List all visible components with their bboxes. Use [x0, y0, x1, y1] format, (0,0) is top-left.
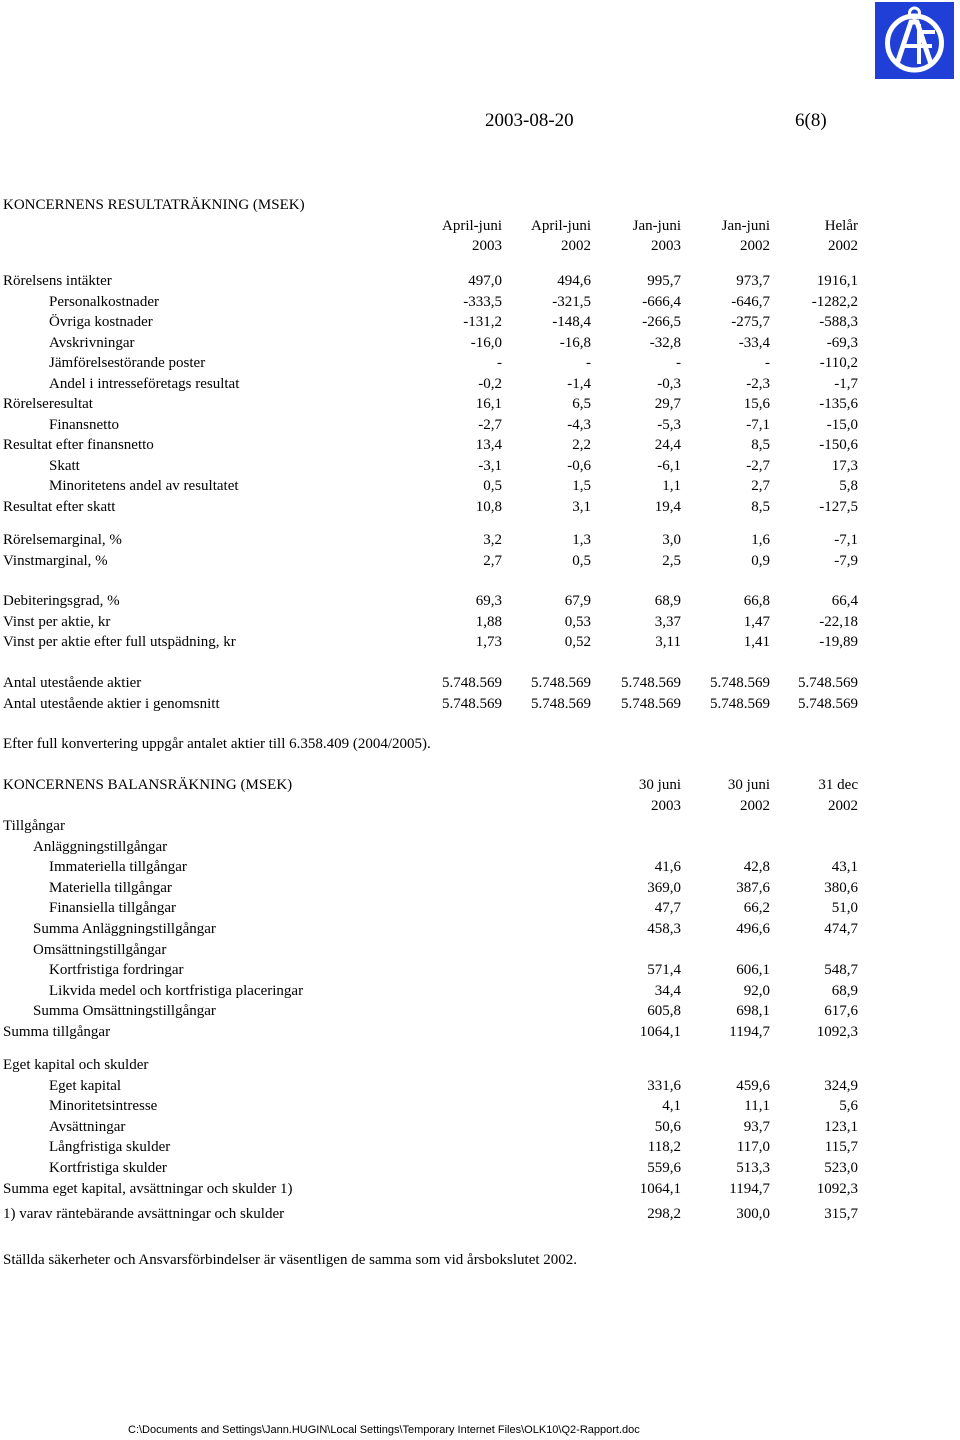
table-cell: 2,2	[572, 437, 591, 453]
table-row-label: Summa Anläggningstillgångar	[33, 921, 216, 937]
table-row-label: Andel i intresseföretags resultat	[49, 375, 240, 392]
table-cell: -16,0	[470, 334, 502, 351]
table-row-label: Rörelsens intäkter	[3, 273, 112, 289]
table-row-label: Jämförelsestörande poster	[49, 355, 206, 371]
table-cell: -16,8	[559, 334, 591, 351]
table-row-label: Antal utestående aktier	[3, 675, 142, 691]
table-cell: 995,7	[647, 273, 681, 289]
table-cell: -7,1	[746, 416, 770, 433]
column-year: 2002	[561, 238, 591, 254]
table-cell: 4,1	[662, 1098, 681, 1115]
table-cell: 369,0	[647, 879, 681, 896]
table-cell: 29,7	[654, 396, 681, 412]
table-row-label: Rörelsemarginal, %	[3, 532, 122, 548]
table-cell: 0,52	[564, 634, 591, 650]
table-row-label: Debiteringsgrad, %	[3, 593, 120, 609]
table-cell: -	[497, 355, 502, 371]
table-row-label: Immateriella tillgångar	[49, 859, 187, 876]
table-cell: 1,6	[751, 532, 770, 548]
table-cell: 118,2	[647, 1139, 681, 1156]
table-cell: -7,9	[834, 552, 858, 569]
table-cell: -1282,2	[811, 293, 858, 310]
table-row-label: Summa Omsättningstillgångar	[33, 1003, 216, 1020]
table-cell: -150,6	[819, 437, 858, 453]
table-cell: 2,7	[483, 552, 502, 569]
table-cell: 66,4	[831, 593, 858, 609]
table-cell: 67,9	[564, 593, 591, 609]
table-row-label: Tillgångar	[3, 818, 65, 834]
table-cell: 0,5	[572, 552, 591, 569]
table-row-label: Vinst per aktie, kr	[3, 613, 111, 630]
table-cell: -110,2	[819, 355, 858, 371]
table-cell: -	[586, 355, 591, 371]
column-label: Helår	[824, 218, 858, 234]
table-cell: 548,7	[824, 962, 858, 979]
table-cell: 494,6	[557, 273, 591, 289]
table-row-label: Materiella tillgångar	[49, 879, 172, 896]
table-cell: 3,0	[662, 532, 681, 548]
column-year: 2002	[828, 798, 858, 814]
table-cell: 3,11	[655, 634, 681, 650]
footer-file-path: C:\Documents and Settings\Jann.HUGIN\Local Settings\Temporary Internet Files\OLK10\Q2-Rapport.doc	[128, 1424, 640, 1436]
table-cell: 115,7	[824, 1139, 858, 1156]
table-cell: -321,5	[552, 293, 591, 310]
table-cell: -4,3	[567, 416, 591, 433]
table-row-label: Kortfristiga fordringar	[49, 962, 184, 979]
table-cell: 1,47	[743, 613, 770, 630]
table-cell: 1,3	[572, 532, 591, 548]
table-cell: -6,1	[657, 457, 681, 474]
table-cell: 10,8	[475, 498, 502, 515]
column-label: April-juni	[531, 218, 591, 234]
table-cell: 973,7	[736, 273, 770, 289]
table-row-label: Antal utestående aktier i genomsnitt	[3, 695, 220, 712]
table-cell: 1092,3	[816, 1180, 858, 1197]
table-cell: 5.748.569	[442, 675, 502, 691]
column-label: 30 juni	[638, 777, 681, 793]
table-row-label: 1) varav räntebärande avsättningar och skulder	[3, 1206, 285, 1222]
table-cell: 5.748.569	[621, 695, 681, 712]
table-cell: 497,0	[468, 273, 502, 289]
table-cell: 66,8	[743, 593, 770, 609]
table-cell: 3,2	[483, 532, 502, 548]
table-row-label: Rörelseresultat	[3, 396, 93, 412]
column-label: April-juni	[442, 218, 502, 234]
table-cell: -3,1	[478, 457, 502, 474]
table-cell: 1194,7	[729, 1180, 770, 1197]
table-cell: 5.748.569	[621, 675, 681, 691]
table-cell: -0,3	[657, 375, 681, 392]
table-row-label: Övriga kostnader	[49, 314, 153, 330]
table-cell: -32,8	[649, 334, 681, 351]
table-cell: 0,9	[751, 552, 770, 569]
table-cell: -2,3	[746, 375, 770, 392]
table-cell: 15,6	[743, 396, 770, 412]
table-cell: 571,4	[647, 962, 681, 979]
table-cell: 68,9	[831, 982, 858, 999]
table-cell: 5.748.569	[798, 675, 858, 691]
table-row-label: Resultat efter finansnetto	[3, 437, 154, 453]
column-label: 30 juni	[727, 777, 770, 793]
table-cell: -588,3	[819, 314, 858, 330]
table-cell: 298,2	[647, 1206, 681, 1222]
table-cell: 1,41	[743, 634, 770, 650]
table-cell: 458,3	[647, 921, 681, 937]
table-cell: 605,8	[647, 1003, 681, 1020]
table-cell: -333,5	[463, 293, 502, 310]
table-cell: 698,1	[736, 1003, 770, 1020]
table-row-label: Avskrivningar	[49, 334, 135, 351]
table-cell: 8,5	[751, 437, 770, 453]
table-cell: 66,2	[743, 900, 770, 917]
table-cell: 34,4	[654, 982, 681, 999]
table-cell: -	[765, 355, 770, 371]
table-cell: -131,2	[463, 314, 502, 330]
table-cell: 51,0	[831, 900, 858, 917]
table-cell: 5.748.569	[710, 695, 770, 712]
table-cell: 331,6	[647, 1077, 681, 1094]
table-cell: 8,5	[751, 498, 770, 515]
table-cell: -266,5	[642, 314, 681, 330]
table-cell: 1,88	[475, 613, 502, 630]
table-row-label: Vinstmarginal, %	[3, 552, 108, 569]
table-row-label: Omsättningstillgångar	[33, 941, 167, 958]
table-cell: 16,1	[475, 396, 502, 412]
table-cell: 459,6	[736, 1077, 770, 1094]
table-row-label: Personalkostnader	[49, 293, 159, 310]
table-cell: 0,5	[483, 478, 502, 494]
column-year: 2002	[828, 238, 858, 254]
table-cell: -22,18	[819, 613, 858, 630]
table-cell: -5,3	[657, 416, 681, 433]
table-cell: 1194,7	[729, 1024, 770, 1040]
table-cell: 69,3	[475, 593, 502, 609]
table-cell: 513,3	[736, 1160, 770, 1176]
table-row-label: Avsättningar	[49, 1118, 126, 1135]
table-cell: -127,5	[819, 498, 858, 515]
column-year: 2003	[651, 238, 681, 254]
column-year: 2003	[472, 238, 502, 254]
table-cell: 1916,1	[816, 273, 858, 289]
table-cell: -2,7	[478, 416, 502, 433]
table-cell: 3,37	[654, 613, 681, 630]
column-year: 2003	[651, 798, 681, 814]
table-row-label: Kortfristiga skulder	[49, 1160, 167, 1176]
column-label: Jan-juni	[721, 218, 770, 234]
table-cell: 2,5	[662, 552, 681, 569]
table-cell: 68,9	[654, 593, 681, 609]
table-cell: 41,6	[654, 859, 681, 876]
table-row-label: Summa eget kapital, avsättningar och skulder 1)	[3, 1180, 293, 1197]
table-cell: 617,6	[824, 1003, 858, 1020]
table-cell: 117,0	[736, 1139, 770, 1156]
conversion-note: Efter full konvertering uppgår antalet aktier till 6.358.409 (2004/2005).	[3, 736, 431, 752]
table-cell: 5.748.569	[798, 695, 858, 712]
table-cell: 387,6	[736, 879, 770, 896]
table-row-label: Vinst per aktie efter full utspädning, kr	[3, 634, 236, 650]
table-cell: 3,1	[572, 498, 591, 515]
report-date: 2003-08-20	[485, 110, 574, 131]
table-cell: 11,1	[744, 1098, 770, 1115]
table-cell: 1,1	[662, 478, 681, 494]
table-cell: 42,8	[743, 859, 770, 876]
table-cell: 1064,1	[639, 1024, 681, 1040]
table-cell: 24,4	[654, 437, 681, 453]
table-row-label: Minoritetens andel av resultatet	[49, 478, 239, 494]
column-label: Jan-juni	[632, 218, 681, 234]
table-cell: 474,7	[824, 921, 858, 937]
table-cell: -7,1	[834, 532, 858, 548]
table-cell: -148,4	[552, 314, 591, 330]
table-cell: 324,9	[824, 1077, 858, 1094]
table-cell: 93,7	[743, 1118, 770, 1135]
af-logo-icon	[875, 2, 954, 79]
table-cell: 606,1	[736, 962, 770, 979]
table-cell: 315,7	[824, 1206, 858, 1222]
table-cell: 5.748.569	[710, 675, 770, 691]
table-cell: 1,5	[572, 478, 591, 494]
table-cell: -0,6	[567, 457, 591, 474]
table-row-label: Summa tillgångar	[3, 1024, 111, 1040]
page-number: 6(8)	[795, 110, 827, 131]
table-cell: 5,6	[839, 1098, 858, 1115]
table-row-label: Eget kapital	[49, 1077, 122, 1094]
table-row-label: Skatt	[49, 457, 80, 474]
table-cell: 5,8	[839, 478, 858, 494]
table-cell: 1092,3	[816, 1024, 858, 1040]
table-cell: 19,4	[654, 498, 681, 515]
table-cell: 13,4	[475, 437, 502, 453]
column-year: 2002	[740, 798, 770, 814]
table-row-label: Finansiella tillgångar	[49, 900, 177, 917]
table-cell: 92,0	[743, 982, 770, 999]
table-cell: -69,3	[826, 334, 858, 351]
table-cell: 6,5	[572, 396, 591, 412]
balance-title: KONCERNENS BALANSRÄKNING (MSEK)	[3, 777, 293, 793]
table-cell: -646,7	[731, 293, 770, 310]
table-cell: -19,89	[819, 634, 858, 650]
table-cell: -1,7	[834, 375, 858, 392]
income-title: KONCERNENS RESULTATRÄKNING (MSEK)	[3, 197, 305, 213]
table-cell: 559,6	[647, 1160, 681, 1176]
table-row-label: Resultat efter skatt	[3, 498, 116, 515]
table-cell: 5.748.569	[442, 695, 502, 712]
table-cell: 1064,1	[639, 1180, 681, 1197]
table-cell: 1,73	[475, 634, 502, 650]
table-cell: 5.748.569	[531, 695, 591, 712]
table-cell: 496,6	[736, 921, 770, 937]
pledges-note: Ställda säkerheter och Ansvarsförbindelser är väsentligen de samma som vid årsbokslutet 2002.	[3, 1252, 578, 1268]
table-cell: -	[676, 355, 681, 371]
table-row-label: Eget kapital och skulder	[3, 1057, 149, 1073]
table-cell: 2,7	[751, 478, 770, 494]
table-row-label: Finansnetto	[49, 416, 119, 433]
table-cell: 5.748.569	[531, 675, 591, 691]
table-row-label: Minoritetsintresse	[49, 1098, 158, 1115]
table-cell: -33,4	[738, 334, 770, 351]
table-cell: -135,6	[819, 396, 858, 412]
table-cell: -275,7	[731, 314, 770, 330]
column-label: 31 dec	[818, 777, 858, 793]
table-cell: 43,1	[831, 859, 858, 876]
table-cell: 380,6	[824, 879, 858, 896]
table-cell: -1,4	[567, 375, 591, 392]
column-year: 2002	[740, 238, 770, 254]
table-cell: 17,3	[831, 457, 858, 474]
table-cell: 0,53	[564, 613, 591, 630]
table-cell: 50,6	[654, 1118, 681, 1135]
table-cell: 523,0	[824, 1160, 858, 1176]
table-cell: 300,0	[736, 1206, 770, 1222]
table-row-label: Långfristiga skulder	[49, 1139, 171, 1156]
table-cell: -15,0	[826, 416, 858, 433]
table-cell: 47,7	[654, 900, 681, 917]
table-cell: 123,1	[824, 1118, 858, 1135]
table-row-label: Likvida medel och kortfristiga placeringar	[49, 982, 304, 999]
table-cell: -0,2	[478, 375, 502, 392]
table-cell: -2,7	[746, 457, 770, 474]
table-row-label: Anläggningstillgångar	[33, 838, 168, 855]
table-cell: -666,4	[642, 293, 681, 310]
